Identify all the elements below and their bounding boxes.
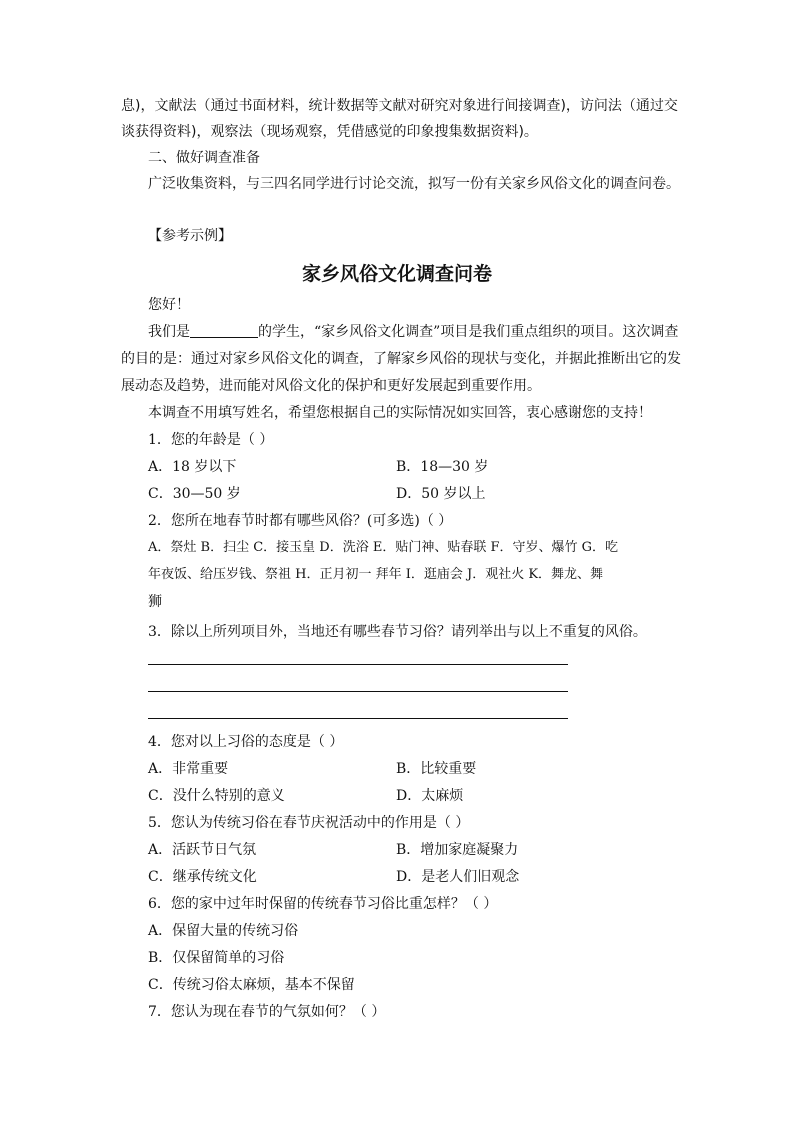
q1-option-a: A．18 岁以下 xyxy=(148,459,237,475)
q2-options-line-1: A．祭灶 B．扫尘 C．接玉皇 D．洗浴 E．贴门神、贴春联 F．守岁、爆竹 G．吃 xyxy=(148,540,618,555)
section-2-text: 广泛收集资料，与三四名同学进行讨论交流，拟写一份有关家乡风俗文化的调查问卷。 xyxy=(148,176,680,192)
q4-option-d: D．太麻烦 xyxy=(396,788,464,804)
intro-line-2: 谈获得资料)，观察法（现场观察，凭借感觉的印象搜集数据资料)。 xyxy=(121,124,538,140)
q2-options-line-3: 狮 xyxy=(148,594,162,610)
q5-option-a: A．活跃节日气氛 xyxy=(148,842,257,858)
para-before-blank: 我们是 xyxy=(148,324,190,340)
question-7: 7．您认为现在春节的气氛如何？（ ） xyxy=(148,1004,386,1020)
q1-option-b: B．18—30 岁 xyxy=(396,459,489,475)
answer-line-2[interactable] xyxy=(148,691,568,692)
para-after-blank: 的学生，“家乡风俗文化调查”项目是我们重点组织的项目。这次调查 xyxy=(258,324,679,340)
q2-options-line-2: 年夜饭、给压岁钱、祭祖 H．正月初一 拜年 I．逛庙会 J．观社火 K．舞龙、舞 xyxy=(148,567,604,582)
q6-option-b: B．仅保留简单的习俗 xyxy=(148,950,285,966)
intro-paragraph-line-1 xyxy=(148,322,678,342)
q1-option-d: D．50 岁以上 xyxy=(396,486,486,502)
greeting: 您好！ xyxy=(148,297,190,313)
answer-line-1[interactable] xyxy=(148,664,568,665)
question-3: 3．除以上所列项目外，当地还有哪些春节习俗？请列举出与以上不重复的风俗。 xyxy=(148,624,647,640)
answer-line-3[interactable] xyxy=(148,718,568,719)
question-4: 4．您对以上习俗的态度是（ ） xyxy=(148,734,344,750)
q5-option-c: C．继承传统文化 xyxy=(148,869,257,885)
q4-option-b: B．比较重要 xyxy=(396,761,477,777)
q6-option-a: A．保留大量的传统习俗 xyxy=(148,923,299,939)
q5-option-b: B．增加家庭凝聚力 xyxy=(396,842,519,858)
q6-option-c: C．传统习俗太麻烦，基本不保留 xyxy=(148,977,355,993)
intro-line-1: 息)，文献法（通过书面材料，统计数据等文献对研究对象进行间接调查)，访问法（通过交 xyxy=(121,98,678,114)
question-6: 6．您的家中过年时保留的传统春节习俗比重怎样？（ ） xyxy=(148,896,498,912)
question-2: 2．您所在地春节时都有哪些风俗？(可多选)（ ） xyxy=(148,513,453,529)
example-label: 【参考示例】 xyxy=(148,228,232,244)
questionnaire-title: 家乡风俗文化调查问卷 xyxy=(301,263,492,285)
section-2-heading: 二、做好调查准备 xyxy=(148,150,260,166)
question-1: 1．您的年龄是（ ） xyxy=(148,432,274,448)
intro-paragraph-line-3: 展动态及趋势，进而能对风俗文化的保护和更好发展起到重要作用。 xyxy=(121,378,541,394)
q4-option-c: C．没什么特别的意义 xyxy=(148,788,285,804)
question-5: 5．您认为传统习俗在春节庆祝活动中的作用是（ ） xyxy=(148,815,470,831)
instruction-paragraph: 本调查不用填写姓名，希望您根据自己的实际情况如实回答，衷心感谢您的支持！ xyxy=(148,405,652,421)
q4-option-a: A．非常重要 xyxy=(148,761,229,777)
intro-paragraph-line-2: 的目的是：通过对家乡风俗文化的调查，了解家乡风俗的现状与变化，并据此推断出它的发 xyxy=(121,351,681,367)
q5-option-d: D．是老人们旧观念 xyxy=(396,869,520,885)
q1-option-c: C．30—50 岁 xyxy=(148,486,241,502)
school-name-blank[interactable] xyxy=(190,323,258,338)
